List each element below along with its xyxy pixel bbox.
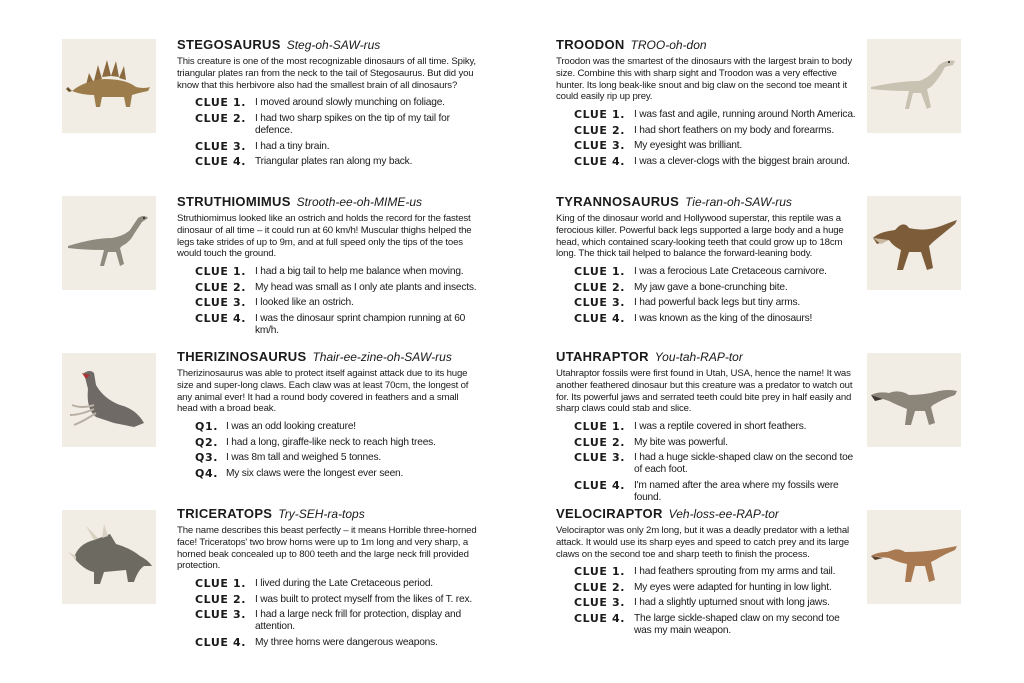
clue-label: CLUE 1. [195,96,246,110]
therizinosaurus-image [62,353,156,447]
stegosaurus-image [62,39,156,133]
clue-text: I was a reptile covered in short feathers. [634,421,807,433]
clue-item [574,421,856,433]
clue-label: CLUE 1. [574,420,625,434]
pronunciation: You-tah-RAP-tor [654,350,743,364]
clue-label: Q4. [195,466,218,480]
clue-item [195,609,477,633]
clue-label: CLUE 3. [195,608,246,622]
velociraptor-image [867,510,961,604]
clue-text: I moved around slowly munching on foliage. [255,97,445,109]
entry-therizinosaurus [177,349,477,483]
clue-item [195,437,477,449]
clue-text: I lived during the Late Cretaceous period. [255,578,433,590]
clue-item [574,109,856,121]
clue-label: CLUE 4. [195,311,246,325]
clue-label: CLUE 2. [574,123,625,137]
entry-stegosaurus [177,37,477,172]
clue-item [574,452,856,476]
dinosaur-name: VELOCIRAPTOR [556,506,663,521]
entry-troodon [556,37,856,171]
clue-item [195,156,477,168]
clue-text: My eyes were adapted for hunting in low light. [634,581,832,593]
tyrannosaurus-image [867,196,961,290]
clue-item [574,613,856,637]
clue-text: I had two sharp spikes on the tip of my tail for defence. [255,112,450,137]
clue-item [574,437,856,449]
entry-velociraptor [556,506,856,641]
clue-label: Q2. [195,435,218,449]
clue-label: CLUE 3. [195,139,246,153]
clue-text: I was a ferocious Late Cretaceous carnivore. [634,266,827,278]
clue-text: I had feathers sprouting from my arms and tail. [634,566,836,578]
description: Velociraptor was only 2m long, but it was a deadly predator with a lethal attack. It would use its sharp eyes and speed to catch prey and its large claws on the second toe and sharp teeth to finish the process. [556,525,850,560]
clue-label: CLUE 3. [574,139,625,153]
clue-text: My jaw gave a bone-crunching bite. [634,281,788,293]
dinosaur-name: THERIZINOSAURUS [177,349,307,364]
clue-label: CLUE 2. [574,580,625,594]
dinosaur-name: UTAHRAPTOR [556,349,649,364]
clue-list [177,97,477,168]
clue-label: CLUE 4. [574,611,625,625]
therizinosaurus-illustration [64,365,154,435]
pronunciation: Veh-loss-ee-RAP-tor [668,507,779,521]
utahraptor-image [867,353,961,447]
clue-item [195,637,477,649]
clue-text: I had short feathers on my body and forearms. [634,124,834,136]
pronunciation: Steg-oh-SAW-rus [286,38,381,52]
clue-text: I was a clever-clogs with the biggest brain around. [634,155,850,167]
clue-text: The large sickle-shaped claw on my second toe was my main weapon. [634,612,840,637]
dinosaur-name: STEGOSAURUS [177,37,281,52]
clue-item [195,282,477,294]
clue-item [195,297,477,309]
clue-label: CLUE 2. [195,111,246,125]
clue-label: CLUE 4. [574,154,625,168]
dinosaur-name: TRICERATOPS [177,506,273,521]
dinosaur-name: STRUTHIOMIMUS [177,194,291,209]
clue-item [195,141,477,153]
description: This creature is one of the most recognizable dinosaurs of all time. Spiky, triangular plates ran from the neck to the tail of Stegosaurus. But did you know that this herbivore also had the smallest brain of all dinosaurs? [177,56,476,91]
clue-item [195,468,477,480]
clue-item [574,582,856,594]
clue-label: CLUE 3. [574,596,625,610]
clue-item [574,125,856,137]
clue-text: I had a slightly upturned snout with long jaws. [634,597,830,609]
clue-item [574,156,856,168]
struthiomimus-illustration [64,208,154,278]
clue-text: I had a huge sickle-shaped claw on the second toe of each foot. [634,452,854,476]
clue-text: I was the dinosaur sprint champion running at 60 km/h. [255,312,466,336]
clue-list [556,421,856,504]
clue-text: My three horns were dangerous weapons. [255,636,438,648]
clue-item [195,594,477,606]
clue-label: CLUE 2. [574,280,625,294]
clue-label: CLUE 1. [195,265,246,279]
clue-text: I had a large neck frill for protection, display and attention. [255,609,461,633]
clue-label: CLUE 1. [574,565,625,579]
clue-label: CLUE 3. [574,451,625,465]
clue-text: Triangular plates ran along my back. [255,156,413,168]
velociraptor-illustration [869,522,959,592]
clue-item [195,313,477,337]
clue-text: I looked like an ostrich. [255,297,354,309]
description: King of the dinosaur world and Hollywood superstar, this reptile was a ferocious killer. Powerful back legs supported a large body and a huge head, which contained scary-looking teeth that could grow up to 18cm long. The thick tail helped to balance the forward-leaning body. [556,213,844,260]
troodon-image [867,39,961,133]
clue-item [195,421,477,433]
entry-struthiomimus [177,194,477,340]
troodon-illustration [869,51,959,121]
entry-triceratops [177,506,477,652]
clue-label: CLUE 4. [574,478,625,492]
clue-label: CLUE 2. [574,435,625,449]
entry-tyrannosaurus [556,194,856,328]
clue-list [177,421,477,480]
clue-item [195,578,477,590]
clue-text: I was an odd looking creature! [226,421,356,433]
clue-label: CLUE 1. [574,265,625,279]
description: Troodon was the smartest of the dinosaurs with the largest brain to body size. Combine this with sharp sight and Troodon was a very effective hunter. Its long beak-like snout and big claw on the second toe meant it could easily rip up prey. [556,56,853,103]
clue-label: Q1. [195,420,218,434]
clue-text: I was 8m tall and weighed 5 tonnes. [226,452,381,464]
clue-item [574,313,856,325]
clue-item [195,452,477,464]
clue-text: I had a tiny brain. [255,140,330,152]
clue-item [574,140,856,152]
clue-label: CLUE 4. [195,635,246,649]
clue-label: CLUE 4. [195,155,246,169]
pronunciation: TROO-oh-don [630,38,707,52]
description: The name describes this beast perfectly – it means Horrible three-horned face! Triceratops' two brow horns were up to 1m long and very sharp, a horned beak concealed up to 800 teeth and the large neck frill provided protection. [177,525,477,572]
stegosaurus-illustration [64,51,154,121]
triceratops-image [62,510,156,604]
clue-item [195,113,477,137]
clue-label: CLUE 4. [574,311,625,325]
pronunciation: Thair-ee-zine-oh-SAW-rus [312,350,452,364]
clue-text: I had a big tail to help me balance when moving. [255,266,464,278]
utahraptor-illustration [869,365,959,435]
pronunciation: Strooth-ee-oh-MIME-us [296,195,423,209]
clue-item [574,297,856,309]
clue-text: I had powerful back legs but tiny arms. [634,297,801,309]
clue-list [556,566,856,637]
clue-label: CLUE 3. [574,296,625,310]
clue-label: CLUE 1. [574,108,625,122]
clue-list [556,266,856,325]
clue-text: I was built to protect myself from the likes of T. rex. [255,593,472,605]
description: Utahraptor fossils were first found in Utah, USA, hence the name! It was another feathered dinosaur but this creature was a predator to watch out for. Its powerful jaws and serrated teeth could bite prey in half easily and sharp claws could stab and slice. [556,368,853,415]
pronunciation: Tie-ran-oh-SAW-rus [685,195,792,209]
struthiomimus-image [62,196,156,290]
clue-text: I was known as the king of the dinosaurs! [634,312,813,324]
clue-text: I was fast and agile, running around North America. [634,109,856,121]
clue-label: CLUE 3. [195,296,246,310]
triceratops-illustration [64,522,154,592]
clue-text: My head was small as I only ate plants and insects. [255,281,477,293]
clue-item [574,480,856,504]
description: Therizinosaurus was able to protect itself against attack due to its huge size and super-long claws. Each claw was at least 70cm, the longest of any animal ever! It had a round body covered in feathers and a small head with a broad beak. [177,368,469,415]
dinosaur-name: TROODON [556,37,625,52]
clue-list [177,578,477,649]
clue-list [556,109,856,168]
clue-label: CLUE 1. [195,577,246,591]
clue-text: I had a long, giraffe-like neck to reach high trees. [226,436,436,448]
clue-text: My eyesight was brilliant. [634,140,743,152]
clue-item [574,282,856,294]
clue-text: My six claws were the longest ever seen. [226,467,404,479]
clue-text: My bite was powerful. [634,436,728,448]
dinosaur-name: TYRANNOSAURUS [556,194,680,209]
clue-item [195,266,477,278]
description: Struthiomimus looked like an ostrich and holds the record for the fastest dinosaur of all time – it could run at 60 km/h! Muscular thighs helped the legs take strides of up to 9m, and at full speed only the tips of the toes would touch the ground. [177,213,472,260]
clue-list [177,266,477,337]
clue-label: CLUE 2. [195,592,246,606]
clue-item [574,566,856,578]
clue-label: Q3. [195,451,218,465]
pronunciation: Try-SEH-ra-tops [278,507,365,521]
clue-label: CLUE 2. [195,280,246,294]
tyrannosaurus-illustration [869,208,959,278]
clue-item [195,97,477,109]
clue-item [574,266,856,278]
clue-item [574,597,856,609]
clue-text: I'm named after the area where my fossils were found. [634,479,839,504]
entry-utahraptor [556,349,856,508]
